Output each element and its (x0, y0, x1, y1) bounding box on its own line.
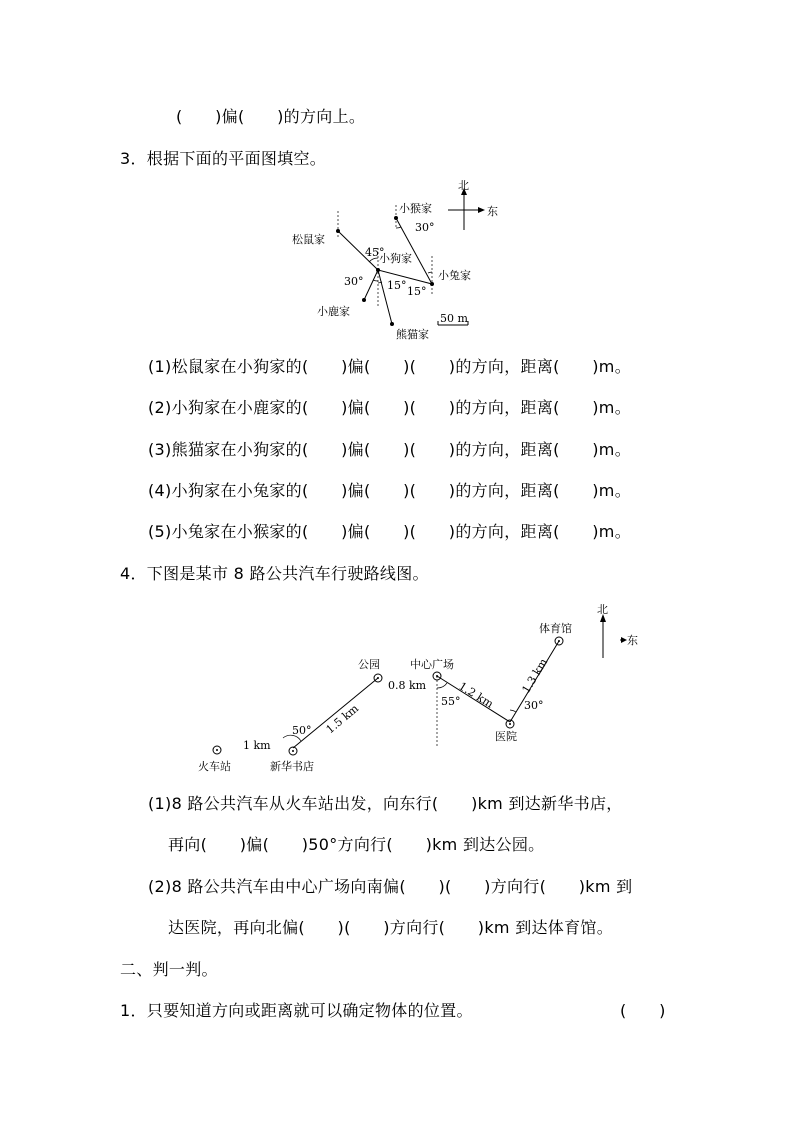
label-bookstore: 新华书店 (270, 760, 314, 773)
dist-1.2km: 1.2 km (456, 679, 496, 711)
angle-30-left: 30° (344, 275, 364, 288)
angle-30: 30° (524, 699, 544, 712)
dist-1.5km: 1.5 km (323, 701, 362, 737)
north-label: 北 (597, 603, 608, 616)
angle-55: 55° (441, 695, 461, 708)
point-xiongmao (390, 322, 394, 326)
label-train: 火车站 (198, 760, 231, 773)
station-train (213, 746, 221, 754)
angle-30-top: 30° (415, 221, 435, 234)
east-label: 东 (627, 634, 638, 647)
q3-map-diagram (280, 178, 500, 343)
angle-15a: 15° (387, 279, 407, 292)
arc-30 (510, 710, 516, 712)
label-songshu: 松鼠家 (292, 233, 325, 246)
station-park (374, 674, 382, 682)
line-gou-lu (364, 270, 378, 300)
dist-0.8km: 0.8 km (388, 679, 427, 692)
q3-item-5: (5)小兔家在小猴家的( )偏( )( )的方向，距离( )m。 (148, 522, 631, 541)
judge-q1: 1．只要知道方向或距离就可以确定物体的位置。 (120, 1001, 473, 1020)
point-xiaohou (394, 216, 398, 220)
q2-tail: ( )偏( )的方向上。 (176, 107, 366, 126)
q4-route-diagram (190, 598, 650, 778)
q3-title: 3．根据下面的平面图填空。 (120, 149, 327, 168)
label-xiaolu: 小鹿家 (317, 305, 350, 318)
dist-1km: 1 km (243, 739, 271, 752)
east-label: 东 (487, 205, 498, 218)
judge-q1-paren: ( ) (620, 1001, 666, 1020)
label-gym: 体育馆 (539, 622, 572, 635)
station-bookstore (289, 747, 297, 755)
angle-45: 45° (365, 246, 385, 259)
label-xiaotu: 小兔家 (438, 269, 471, 282)
q4-title: 4．下图是某市 8 路公共汽车行驶路线图。 (120, 564, 429, 583)
q4-item-1a: (1)8 路公共汽车从火车站出发，向东行( )km 到达新华书店， (148, 794, 623, 813)
angle-50: 50° (292, 724, 312, 737)
q4-item-1b: 再向( )偏( )50°方向行( )km 到达公园。 (168, 835, 545, 854)
arc-30-top (396, 227, 401, 228)
q4-item-2a: (2)8 路公共汽车由中心广场向南偏( )( )方向行( )km 到 (148, 877, 633, 896)
angle-15b: 15° (407, 285, 427, 298)
label-center: 中心广场 (410, 658, 454, 671)
label-xiongmao: 熊猫家 (396, 328, 429, 341)
label-hospital: 医院 (495, 730, 517, 743)
q3-item-3: (3)熊猫家在小狗家的( )偏( )( )的方向，距离( )m。 (148, 440, 631, 459)
q3-item-2: (2)小狗家在小鹿家的( )偏( )( )的方向，距离( )m。 (148, 398, 631, 417)
label-xiaogou: 小狗家 (379, 252, 412, 265)
station-center (433, 672, 441, 680)
q3-item-1: (1)松鼠家在小狗家的( )偏( )( )的方向，距离( )m。 (148, 357, 631, 376)
scale-label: 50 m (440, 312, 468, 325)
route-park-center (378, 676, 437, 678)
north-label: 北 (458, 179, 469, 192)
point-xiaogou (376, 268, 380, 272)
route-bookstore-park (293, 678, 378, 748)
section2-title: 二、判一判。 (120, 960, 218, 979)
east-arrow-icon (478, 207, 485, 213)
station-gym (555, 637, 563, 645)
dist-1.3km: 1.3 km (519, 656, 551, 696)
point-xiaolu (362, 298, 366, 302)
arc-30-left (373, 280, 378, 281)
label-xiaohou: 小猴家 (399, 202, 432, 215)
q3-item-4: (4)小狗家在小兔家的( )偏( )( )的方向，距离( )m。 (148, 481, 631, 500)
point-songshu (336, 229, 340, 233)
q4-item-2b: 达医院，再向北偏( )( )方向行( )km 到达体育馆。 (168, 918, 613, 937)
point-xiaotu (430, 282, 434, 286)
label-park: 公园 (358, 658, 380, 671)
arc-15b (428, 272, 432, 273)
arc-55 (437, 683, 447, 688)
